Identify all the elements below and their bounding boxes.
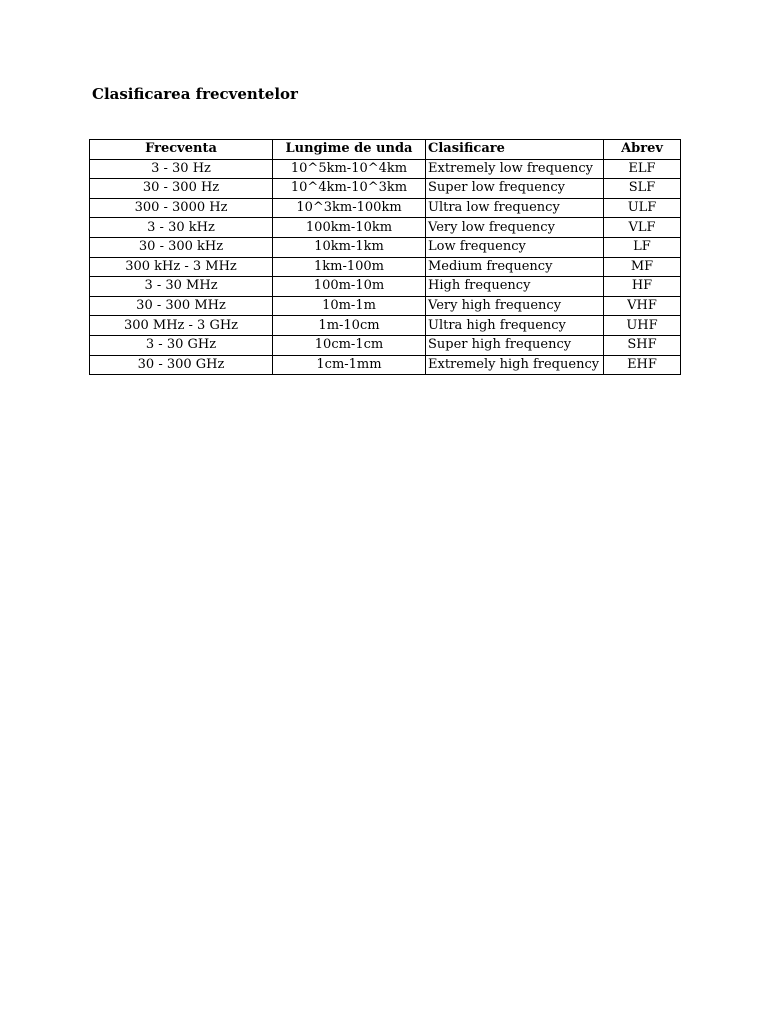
cell-abbreviation: LF [604, 237, 681, 257]
table-body [90, 159, 681, 375]
cell-frequency: 30 - 300 GHz [90, 355, 273, 375]
cell-abbreviation: SLF [604, 179, 681, 199]
header-frequency: Frecventa [90, 140, 273, 160]
cell-frequency: 3 - 30 Hz [90, 159, 273, 179]
cell-frequency: 300 kHz - 3 MHz [90, 257, 273, 277]
cell-wavelength: 1km-100m [273, 257, 426, 277]
cell-abbreviation: ULF [604, 198, 681, 218]
cell-frequency: 30 - 300 MHz [90, 296, 273, 316]
cell-abbreviation: UHF [604, 316, 681, 336]
table-row [90, 257, 681, 277]
table-row [90, 159, 681, 179]
table-row [90, 277, 681, 297]
cell-frequency: 300 MHz - 3 GHz [90, 316, 273, 336]
table-header-row [90, 140, 681, 160]
cell-frequency: 300 - 3000 Hz [90, 198, 273, 218]
header-classification: Clasificare [426, 140, 604, 160]
cell-abbreviation: EHF [604, 355, 681, 375]
cell-wavelength: 100km-10km [273, 218, 426, 238]
cell-wavelength: 10^3km-100km [273, 198, 426, 218]
cell-wavelength: 1cm-1mm [273, 355, 426, 375]
header-wavelength: Lungime de unda [273, 140, 426, 160]
cell-frequency: 30 - 300 Hz [90, 179, 273, 199]
table-row [90, 296, 681, 316]
cell-wavelength: 10^5km-10^4km [273, 159, 426, 179]
frequency-table [89, 139, 681, 375]
cell-abbreviation: VHF [604, 296, 681, 316]
header-abbreviation: Abrev [604, 140, 681, 160]
cell-wavelength: 10cm-1cm [273, 335, 426, 355]
table-row [90, 316, 681, 336]
cell-classification: Medium frequency [426, 257, 604, 277]
cell-wavelength: 10^4km-10^3km [273, 179, 426, 199]
cell-classification: Super low frequency [426, 179, 604, 199]
cell-classification: Extremely high frequency [426, 355, 604, 375]
cell-classification: Low frequency [426, 237, 604, 257]
cell-frequency: 3 - 30 kHz [90, 218, 273, 238]
page-title: Clasificarea frecventelor [92, 85, 298, 103]
cell-classification: Ultra low frequency [426, 198, 604, 218]
cell-classification: Ultra high frequency [426, 316, 604, 336]
cell-abbreviation: SHF [604, 335, 681, 355]
table-row [90, 218, 681, 238]
cell-wavelength: 1m-10cm [273, 316, 426, 336]
cell-abbreviation: HF [604, 277, 681, 297]
table-row [90, 198, 681, 218]
cell-classification: High frequency [426, 277, 604, 297]
cell-wavelength: 10m-1m [273, 296, 426, 316]
cell-classification: Super high frequency [426, 335, 604, 355]
table-row [90, 237, 681, 257]
cell-frequency: 3 - 30 MHz [90, 277, 273, 297]
cell-classification: Very high frequency [426, 296, 604, 316]
table-row [90, 179, 681, 199]
cell-wavelength: 100m-10m [273, 277, 426, 297]
cell-abbreviation: VLF [604, 218, 681, 238]
cell-classification: Very low frequency [426, 218, 604, 238]
cell-frequency: 30 - 300 kHz [90, 237, 273, 257]
cell-wavelength: 10km-1km [273, 237, 426, 257]
table-row [90, 335, 681, 355]
cell-classification: Extremely low frequency [426, 159, 604, 179]
cell-abbreviation: MF [604, 257, 681, 277]
cell-abbreviation: ELF [604, 159, 681, 179]
table-row [90, 355, 681, 375]
cell-frequency: 3 - 30 GHz [90, 335, 273, 355]
